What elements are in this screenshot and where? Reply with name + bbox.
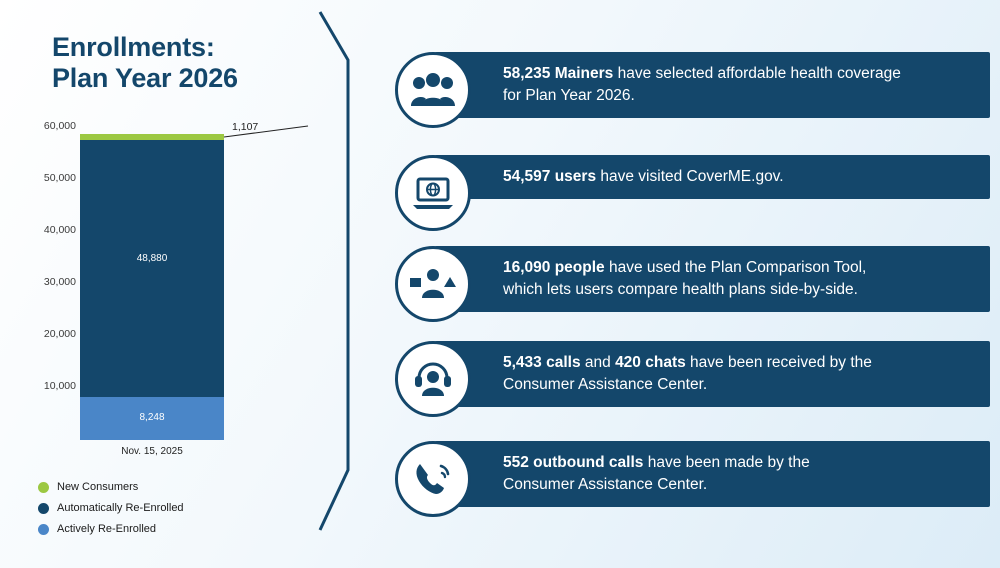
chart-panel: [0, 0, 290, 568]
laptop-globe-icon: [395, 155, 471, 231]
stacked-bar-chart: [0, 118, 290, 458]
stat-line2-assistance-center-outbound: Consumer Assistance Center.: [503, 476, 708, 493]
stat-highlight-calls: 5,433 calls: [503, 354, 581, 371]
legend-swatch-automatically-re-enrolled: [38, 503, 49, 514]
legend-item-automatically-re-enrolled: [38, 499, 288, 517]
y-tick-40000: 40,000: [43, 224, 76, 236]
bar-plot-area: [80, 125, 224, 440]
stat-line2-plan-comparison: which lets users compare health plans side-by-side.: [503, 281, 858, 298]
bar-label-automatically-re-enrolled: 48,880: [136, 253, 168, 264]
bar-label-actively-re-enrolled: 8,248: [139, 412, 165, 423]
bar-segment-automatically-re-enrolled: [80, 140, 224, 397]
legend-label-actively-re-enrolled: Actively Re-Enrolled: [57, 523, 157, 535]
stat-highlight-chats: 420 chats: [615, 354, 686, 371]
bar-segment-actively-re-enrolled: [80, 397, 224, 440]
stat-rest-plan-comparison: have used the Plan Comparison Tool,: [604, 259, 867, 276]
plan-comparison-icon: [395, 246, 471, 322]
stat-mid-calls-chats: and: [580, 354, 616, 371]
stat-text-enrollments: [435, 52, 990, 118]
y-tick-20000: 20,000: [43, 328, 76, 340]
stat-text-assistance-center-outbound: [435, 441, 990, 507]
legend-item-new-consumers: [38, 478, 288, 496]
stat-highlight-enrollments: 58,235 Mainers: [503, 65, 614, 82]
legend-swatch-actively-re-enrolled: [38, 524, 49, 535]
y-tick-60000: 60,000: [43, 120, 76, 132]
stat-text-plan-comparison: [435, 246, 990, 312]
y-tick-10000: 10,000: [43, 380, 76, 392]
stat-rest-assistance-center-inbound: have been received by the: [685, 354, 872, 371]
connector-spine: [290, 0, 410, 568]
y-tick-30000: 30,000: [43, 276, 76, 288]
legend-swatch-new-consumers: [38, 482, 49, 493]
y-tick-50000: 50,000: [43, 172, 76, 184]
chart-title-line1: Enrollments:: [52, 32, 215, 62]
stat-line2-enrollments: for Plan Year 2026.: [503, 87, 635, 104]
chart-legend: [38, 478, 288, 541]
stat-line2-assistance-center-inbound: Consumer Assistance Center.: [503, 376, 708, 393]
legend-item-actively-re-enrolled: [38, 520, 288, 538]
stat-rest-enrollments: have selected affordable health coverage: [613, 65, 901, 82]
page-title: [52, 32, 282, 95]
stat-text-website-visits: [435, 155, 990, 199]
stat-text-assistance-center-inbound: [435, 341, 990, 407]
phone-ringing-icon: [395, 441, 471, 517]
stat-rest-assistance-center-outbound: have been made by the: [643, 454, 810, 471]
statistics-panel: [290, 0, 1000, 568]
stat-highlight-website-visits: 54,597 users: [503, 168, 597, 185]
chart-title-line2: Plan Year 2026: [52, 63, 238, 94]
legend-label-automatically-re-enrolled: Automatically Re-Enrolled: [57, 502, 184, 514]
x-axis-tick-label: Nov. 15, 2025: [121, 446, 183, 457]
stat-highlight-plan-comparison: 16,090 people: [503, 259, 605, 276]
stat-rest-website-visits: have visited CoverME.gov.: [596, 168, 784, 185]
headset-agent-icon: [395, 341, 471, 417]
stat-highlight-outbound-calls: 552 outbound calls: [503, 454, 644, 471]
group-of-people-icon: [395, 52, 471, 128]
legend-label-new-consumers: New Consumers: [57, 481, 139, 493]
bar-label-new-consumers: 1,107: [232, 121, 259, 133]
